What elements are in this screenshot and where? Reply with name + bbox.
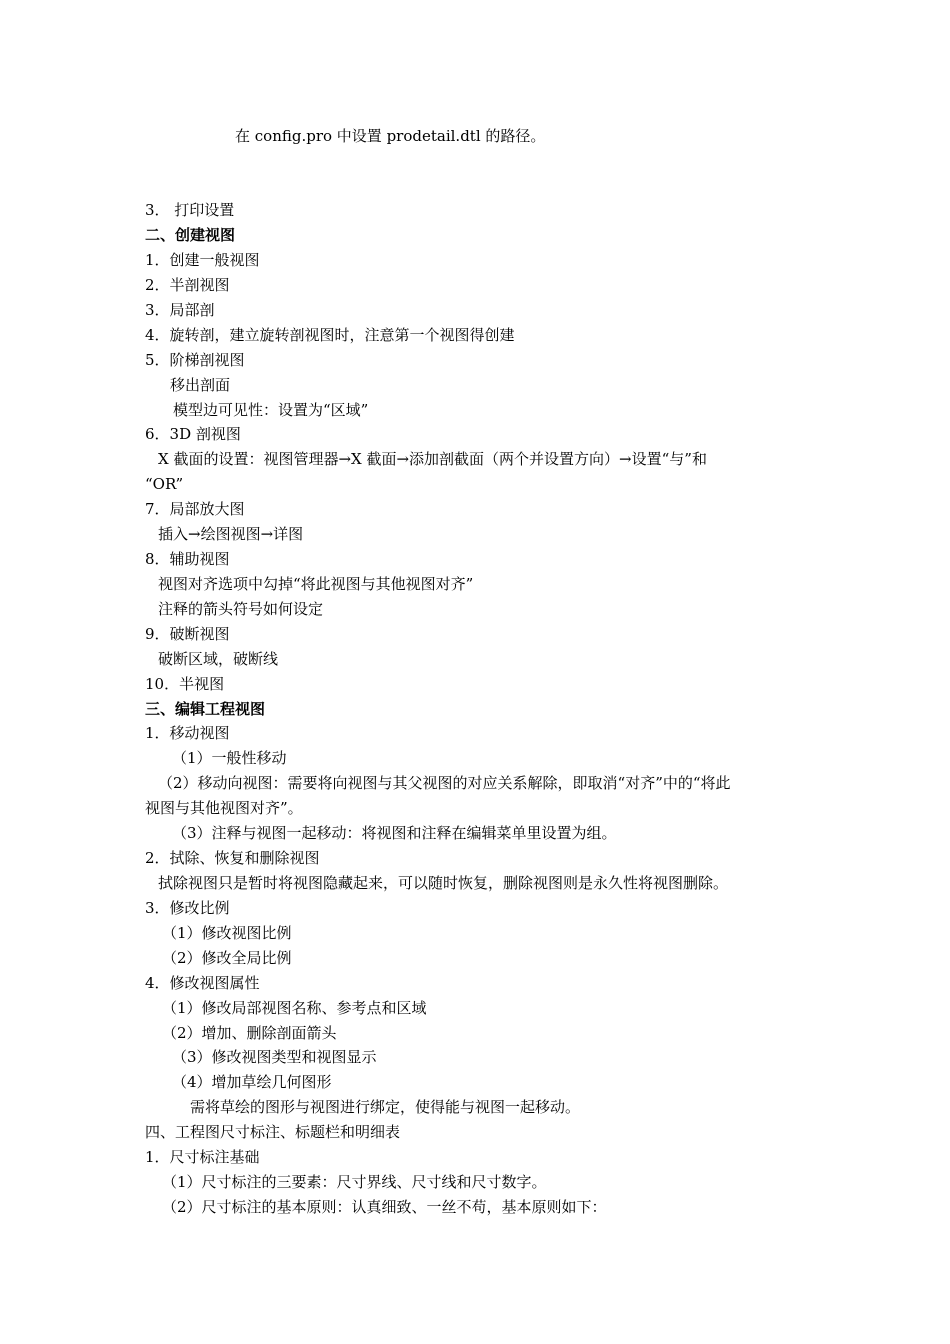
item-erase-resume-delete: 2．拭除、恢复和删除视图 <box>145 849 320 867</box>
note-break-region: 破断区域，破断线 <box>158 650 279 668</box>
item-move-view: 1．移动视图 <box>145 724 230 742</box>
subitem-dimension-principles: （2）尺寸标注的基本原则：认真细致、一丝不苟，基本原则如下： <box>162 1198 607 1216</box>
note-arrow-symbol: 注释的箭头符号如何设定 <box>158 600 324 618</box>
subitem-move-with-notes: （3）注释与视图一起移动：将视图和注释在编辑菜单里设置为组。 <box>172 824 617 842</box>
item-general-view: 1．创建一般视图 <box>145 251 260 269</box>
subitem-move-projection-view: （2）移动向视图：需要将向视图与其父视图的对应关系解除，即取消“对齐”中的“将此 <box>158 774 731 792</box>
note-removed-section: 移出剖面 <box>170 376 231 394</box>
item-detail-view: 7．局部放大图 <box>145 500 245 518</box>
item-half-section: 2．半剖视图 <box>145 276 230 294</box>
note-erase-view: 拭除视图只是暂时将视图隐藏起来，可以随时恢复，删除视图则是永久性将视图删除。 <box>158 874 729 892</box>
subitem-view-scale: （1）修改视图比例 <box>162 924 292 942</box>
note-bind-sketch: 需将草绘的图形与视图进行绑定，使得能与视图一起移动。 <box>190 1098 581 1116</box>
note-x-section-settings-cont: “OR” <box>145 475 184 493</box>
subitem-general-move: （1）一般性移动 <box>172 749 287 767</box>
subitem-view-type-display: （3）修改视图类型和视图显示 <box>172 1048 377 1066</box>
subitem-move-projection-view-cont: 视图与其他视图对齐”。 <box>145 799 303 817</box>
item-half-view: 10．半视图 <box>145 675 225 693</box>
item-modify-view-properties: 4．修改视图属性 <box>145 974 260 992</box>
item-print-settings: 3． 打印设置 <box>145 201 235 219</box>
item-modify-scale: 3．修改比例 <box>145 899 230 917</box>
item-auxiliary-view: 8．辅助视图 <box>145 550 230 568</box>
item-dimension-basics: 1．尺寸标注基础 <box>145 1148 260 1166</box>
item-revolved-section: 4．旋转剖，建立旋转剖视图时，注意第一个视图得创建 <box>145 326 515 344</box>
item-local-section: 3．局部剖 <box>145 301 215 319</box>
section-heading-dimensions: 四、工程图尺寸标注、标题栏和明细表 <box>145 1123 401 1141</box>
note-x-section-settings: X 截面的设置：视图管理器→X 截面→添加剖截面（两个并设置方向）→设置“与”和 <box>158 450 707 468</box>
section-heading-create-views: 二、创建视图 <box>145 226 236 244</box>
item-3d-section: 6．3D 剖视图 <box>145 425 241 443</box>
subitem-dimension-elements: （1）尺寸标注的三要素：尺寸界线、尺寸线和尺寸数字。 <box>162 1173 547 1191</box>
note-alignment-option: 视图对齐选项中勾掉“将此视图与其他视图对齐” <box>158 575 474 593</box>
item-stepped-section: 5．阶梯剖视图 <box>145 351 245 369</box>
subitem-section-arrows: （2）增加、删除剖面箭头 <box>162 1024 337 1042</box>
item-broken-view: 9．破断视图 <box>145 625 230 643</box>
config-path-note: 在 config.pro 中设置 prodetail.dtl 的路径。 <box>235 127 546 145</box>
note-model-edge-visibility: 模型边可见性：设置为“区域” <box>173 401 369 419</box>
subitem-sketched-geometry: （4）增加草绘几何图形 <box>172 1073 332 1091</box>
subitem-local-view-name: （1）修改局部视图名称、参考点和区域 <box>162 999 427 1017</box>
section-heading-edit-views: 三、编辑工程视图 <box>145 700 266 718</box>
subitem-global-scale: （2）修改全局比例 <box>162 949 292 967</box>
note-insert-detail: 插入→绘图视图→详图 <box>158 525 304 543</box>
